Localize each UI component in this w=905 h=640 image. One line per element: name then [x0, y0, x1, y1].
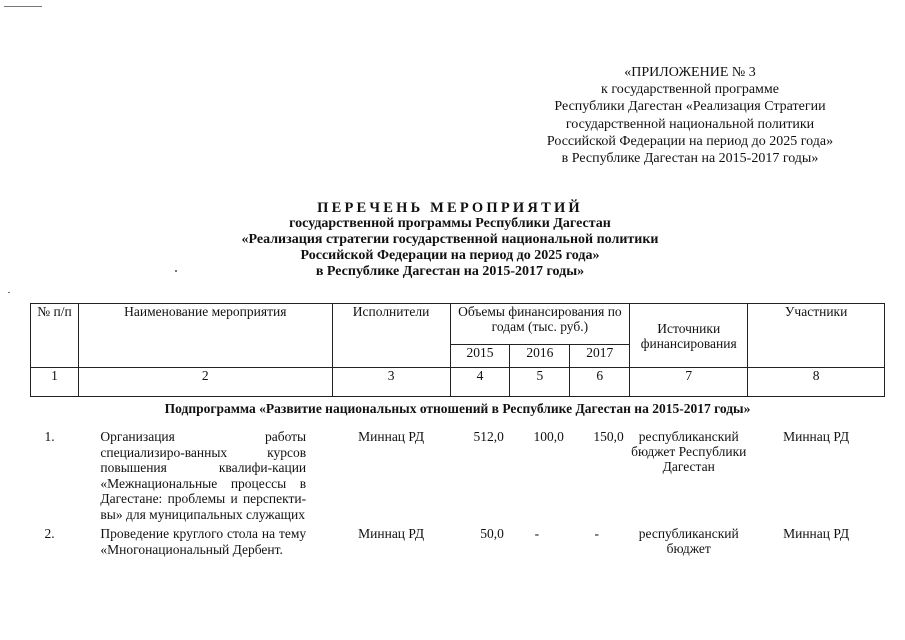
appendix-line: государственной национальной политики	[565, 116, 815, 132]
appendix-line: Республики Дагестан «Реализация Стратегии	[554, 99, 826, 115]
row-2017: 150,0	[593, 429, 624, 444]
row-executor: Миннац РД	[358, 526, 425, 541]
appendix-line: Российской Федерации на период до 2025 года»	[546, 133, 834, 149]
row-source: республиканский бюджет	[638, 526, 739, 556]
measures-table	[30, 303, 885, 557]
appendix-line: «ПРИЛОЖЕНИЕ № 3	[624, 65, 756, 80]
row-2016: 100,0	[533, 429, 564, 444]
title-line: «Реализация стратегии государственной национальной политики	[241, 232, 659, 247]
title-line: государственной программы Республики Дагестан	[289, 216, 611, 231]
column-number: 1	[31, 368, 79, 397]
header-num: № п/п	[31, 304, 79, 368]
appendix-line: к государственной программе	[601, 82, 779, 98]
header-executors: Исполнители	[332, 304, 450, 368]
scan-speck	[175, 270, 177, 272]
row-source: республиканский бюджет Республики Дагестан	[631, 429, 747, 474]
appendix-block	[470, 64, 905, 167]
column-number: 8	[748, 368, 885, 397]
table-row	[31, 425, 885, 522]
header-row	[31, 304, 885, 345]
subprogram-row	[31, 397, 885, 426]
header-name: Наименование мероприятия	[78, 304, 332, 368]
scan-speck	[8, 292, 10, 293]
header-participants: Участники	[748, 304, 885, 368]
header-sources: Источники финансирования	[630, 304, 748, 368]
row-participant: Миннац РД	[783, 429, 850, 444]
column-number: 4	[450, 368, 510, 397]
column-number: 6	[570, 368, 630, 397]
title-heading: ПЕРЕЧЕНЬ МЕРОПРИЯТИЙ	[317, 200, 583, 216]
subprogram-title: Подпрограмма «Развитие национальных отношений в Республике Дагестан на 2015-2017 годы»	[164, 401, 751, 416]
header-funding: Объемы финансирования по годам (тыс. руб.)	[450, 304, 630, 345]
title-line: в Республике Дагестан на 2015-2017 годы»	[315, 264, 585, 279]
row-2015: 512,0	[473, 429, 504, 444]
row-name: Проведение круглого стола на тему «Многонациональный Дербент.	[100, 526, 307, 557]
column-number: 3	[332, 368, 450, 397]
row-2015: 50,0	[480, 526, 504, 541]
column-number: 2	[78, 368, 332, 397]
row-participant: Миннац РД	[783, 526, 850, 541]
document-title	[150, 200, 750, 280]
row-2017: -	[594, 526, 600, 541]
column-number: 5	[510, 368, 570, 397]
header-year: 2015	[450, 345, 510, 368]
row-name: Организация работы специализиро-ванных курсов повышения квалифи-кации «Межнациональные процессы в Дагестане: проблемы и перспекти-вы» для муниципальных служащих	[100, 429, 307, 522]
header-year: 2017	[570, 345, 630, 368]
row-2016: -	[534, 526, 540, 541]
appendix-line: в Республике Дагестан на 2015-2017 годы»	[561, 151, 819, 167]
row-num: 1.	[44, 429, 55, 444]
row-executor: Миннац РД	[358, 429, 425, 444]
column-number-row	[31, 368, 885, 397]
table-row	[31, 522, 885, 557]
scan-speck	[4, 6, 42, 7]
row-num: 2.	[44, 526, 55, 541]
column-number: 7	[630, 368, 748, 397]
header-year: 2016	[510, 345, 570, 368]
title-line: Российской Федерации на период до 2025 года»	[300, 248, 600, 263]
